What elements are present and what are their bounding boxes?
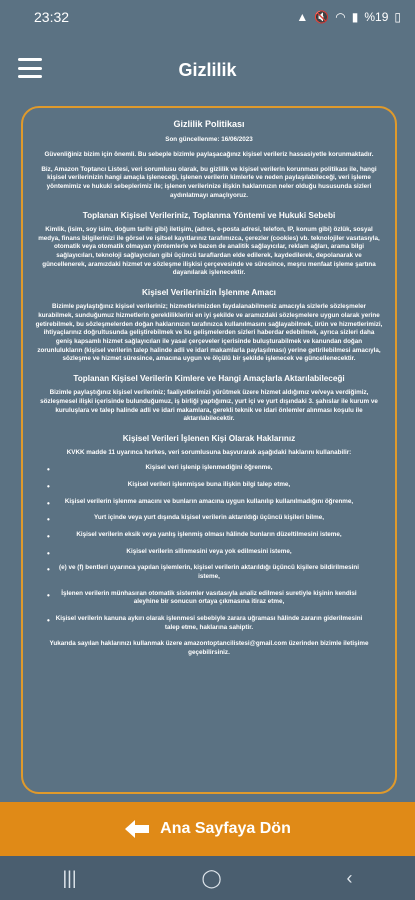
signal-icon: ▮ — [351, 10, 359, 24]
list-item: • Kişisel verilerin işlenme amacını ve bunların amacına uygun kullanılıp kullanılmadığını öğrenme, — [35, 498, 383, 507]
list-item: • İşlenen verilerin münhasıran otomatik sistemler vasıtasıyla analiz edilmesi suretiyle kişinin kendisi aleyhine bir sonucun ortaya çıkmasına itiraz etme, — [35, 590, 383, 607]
policy-contact: Yukarıda sayılan haklarınızı kullanmak üzere amazontoptancilistesi@gmail.com üzerinden bizimle iletişime geçebilirsiniz. — [49, 640, 369, 657]
list-item: • Yurt içinde veya yurt dışında kişisel verilerin aktarıldığı üçüncü kişileri bilme, — [35, 514, 383, 523]
rights-list — [35, 464, 383, 632]
notification-icon: ▲ — [296, 10, 309, 24]
list-item: • Kişisel verilerin silinmesini veya yok edilmesini isteme, — [35, 548, 383, 557]
recent-apps-icon[interactable]: ||| — [62, 867, 77, 888]
wifi-icon: ◠ — [335, 10, 346, 24]
policy-controller: Biz, Amazon Toptancı Listesi, veri sorumlusu olarak, bu gizlilik ve kişisel verilerin korunması politikası ile, hangi kişisel verilerinizin hangi amaçla işleneceği, işlenen verilerin kimlerle ve neden paylaşılabileceği, veri işleme yöntemimiz ve hukuki sebeplerimiz ile; işlenen verilerinize ilişkin haklarınızın neler olduğu hususunda sizleri aydınlatmayı amaçlıyoruz. — [41, 165, 377, 199]
list-item: • Kişisel verilerin kanuna aykırı olarak işlenmesi sebebiyle zarara uğraması hâlinde zararın giderilmesini talep etme, haklarına sahiptir. — [35, 615, 383, 632]
section-text: KVKK madde 11 uyarınca herkes, veri sorumlusuna başvurarak aşağıdaki haklarını kullanabilir: — [66, 449, 352, 457]
section-title: Kişisel Verilerinizin İşlenme Amacı — [142, 287, 276, 297]
list-item: • Kişisel veri işlenip işlenmediğini öğrenme, — [35, 464, 383, 473]
list-item: • (e) ve (f) bentleri uyarınca yapılan işlemlerin, kişisel verilerin aktarıldığı üçüncü kişilere bildirilmesini isteme, — [35, 564, 383, 581]
battery-icon: ▯ — [394, 10, 401, 24]
menu-icon[interactable] — [18, 58, 42, 78]
home-icon[interactable]: ◯ — [201, 867, 222, 888]
list-item: • Kişisel verilerin eksik veya yanlış işlenmiş olması hâlinde bunların düzeltilmesini isteme, — [35, 531, 383, 540]
status-icons — [296, 10, 401, 24]
section-title: Kişisel Verileri İşlenen Kişi Olarak Haklarınız — [122, 434, 296, 444]
section-text: Bizimle paylaştığınız kişisel verileriniz; faaliyetlerimizi yürütmek üzere hizmet aldığımız ve/veya verdiğimiz, sözleşmesel ilişki içerisinde bulunduğumuz, iş birliği yaptığımız, yurt içi ve yurt dışındaki 3. şahıslar ile kurum ve kuruluşlara ve talep halinde adli ve idari makamlara, gerekli teknik ve idari önlemler alınması koşulu ile aktarılabilecektir. — [40, 389, 378, 423]
privacy-policy-card[interactable] — [21, 106, 397, 794]
system-nav-bar — [0, 856, 415, 900]
section-title: Toplanan Kişisel Verilerin Kimlere ve Hangi Amaçlarla Aktarılabileceği — [73, 374, 345, 384]
back-arrow-icon — [124, 818, 150, 840]
policy-intro: Güvenliğiniz bizim için önemli. Bu sebeple bizimle paylaşacağınız kişisel verileriz hassasiyetle korunmaktadır. — [44, 151, 374, 159]
app-bar — [0, 48, 415, 92]
back-home-label: Ana Sayfaya Dön — [160, 820, 291, 837]
page-title: Gizlilik — [178, 59, 237, 80]
mute-icon: 🔇 — [314, 10, 330, 24]
policy-title: Gizlilik Politikası — [173, 119, 245, 129]
section-text: Kimlik, (isim, soy isim, doğum tarihi gibi) iletişim, (adres, e-posta adresi, telefon, IP, konum gibi) özlük, sosyal medya, finans bilgilerinizi ile görsel ve işitsel kayıtlarınız tarafımızca, çerezler (cookies) vb. teknolojiler vasıtasıyla, otomatik veya otomatik olmayan yöntemlerle ve bazen de analitik sağlayıcılar, reklam ağları, arama bilgi sağlayıcıları, teknoloji sağlayıcıları gibi üçüncü taraflardan elde edilerek, kaydedilerek, depolanarak ve güncellenerek, aramızdaki hizmet ve sözleşme ilişkisi çerçevesinde ve süresince, meşru menfaat işleme şartına dayanılarak işlenecektir. — [38, 225, 380, 277]
status-time: 23:32 — [34, 9, 70, 25]
back-icon[interactable]: ‹ — [346, 867, 353, 888]
section-text: Bizimle paylaştığınız kişisel verileriniz; hizmetlerimizden faydalanabilmeniz amacıyla sizlerle sözleşmeler kurabilmek, sunduğumuz hizmetlerin gerekliliklerini en iyi şekilde ve aramızdaki sözleşmelere uygun olarak yerine getirebilmek, bu sözleşmelerden doğan haklarınızın tarafınızca kullanılmasını sağlayabilmek, ürün ve hizmetlerimizi, ihtiyaçlarınız doğrultusunda geliştirebilmek ve bu gelişmelerden sizleri haberdar edebilmek, ayrıca sizleri daha geniş kapsamlı hizmet sağlayıcıları ile yasal çerçeveler içerisinde buluşturabilmek ve kanundan doğan zorunlulukların (kişisel verilerin talep halinde adli ve idari makamlarla paylaşılması) yerine getirilebilmesi amacıyla, sözleşme ve hizmet süresince, amacına uygun ve ölçülü bir şekilde işlenecek ve güncellenecektir. — [35, 303, 383, 363]
status-bar — [0, 0, 415, 34]
policy-last-updated: Son güncellenme: 16/06/2023 — [165, 136, 253, 144]
section-title: Toplanan Kişisel Verileriniz, Toplanma Yöntemi ve Hukuki Sebebi — [82, 210, 336, 220]
list-item: • Kişisel verileri işlenmişse buna ilişkin bilgi talep etme, — [35, 481, 383, 490]
back-home-button[interactable] — [0, 802, 415, 856]
battery-percent: %19 — [364, 10, 389, 24]
